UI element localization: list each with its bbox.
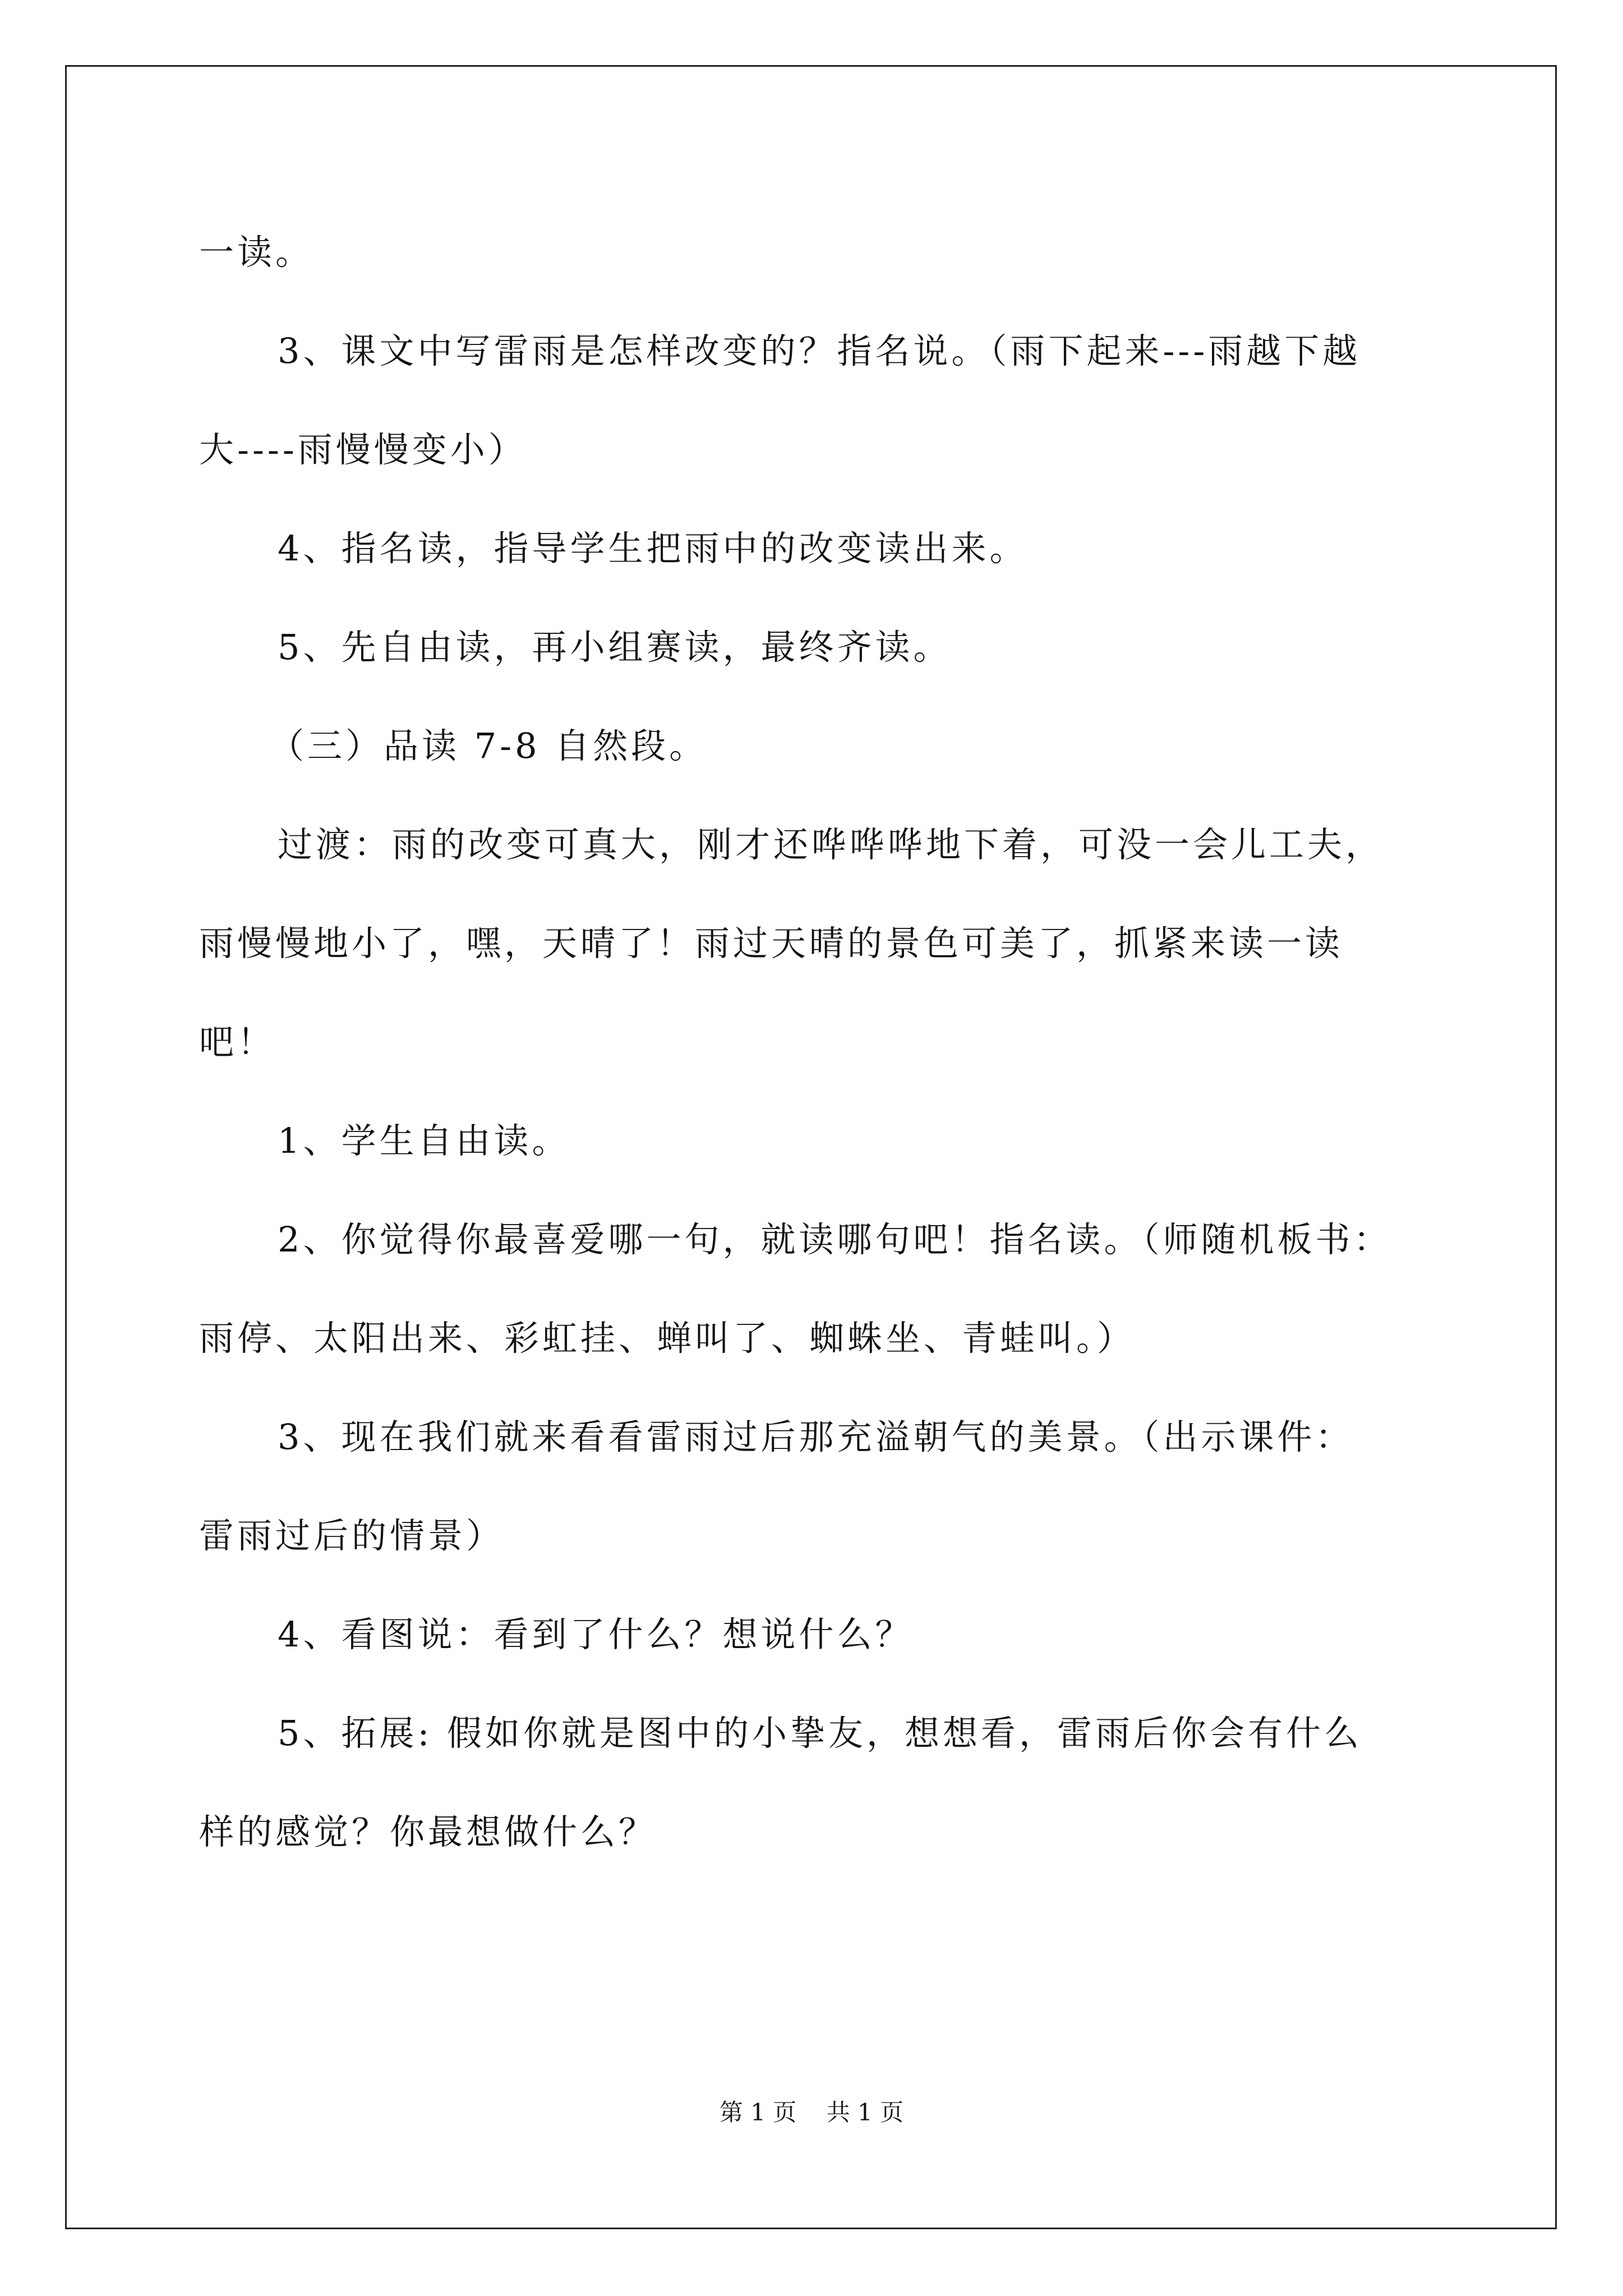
text-line-14: 雷雨过后的情景） <box>199 1515 505 1556</box>
text-line-16: 5、拓展: 假如你就是图中的小挚友，想想看，雷雨后你会有什么 <box>278 1713 1363 1754</box>
text-line-4: 4、指名读，指导学生把雨中的改变读出来。 <box>278 528 1028 569</box>
text-line-3: 大----雨慢慢变小） <box>199 429 527 470</box>
text-line-11: 2、你觉得你最喜爱哪一句，就读哪句吧！指名读。（师随机板书： <box>278 1219 1392 1260</box>
text-line-12: 雨停、太阳出来、彩虹挂、蝉叫了、蜘蛛坐、青蛙叫。） <box>199 1318 1136 1359</box>
section-heading: （三）品读 7-8 自然段。 <box>269 725 708 766</box>
page-footer: 第 1 页 共 1 页 <box>719 2099 904 2126</box>
text-line-5: 5、先自由读，再小组赛读，最终齐读。 <box>278 627 952 668</box>
text-line-8: 雨慢慢地小了，嘿，天晴了！雨过天晴的景色可美了，抓紧来读一读 <box>199 923 1344 964</box>
text-line-13: 3、现在我们就来看看雷雨过后那充溢朝气的美景。（出示课件： <box>278 1416 1354 1457</box>
text-line-17: 样的感觉？你最想做什么？ <box>199 1811 657 1852</box>
text-line-2: 3、课文中写雷雨是怎样改变的？指名说。（雨下起来---雨越下越 <box>278 330 1361 371</box>
text-line-10: 1、学生自由读。 <box>278 1120 570 1161</box>
text-line-15: 4、看图说：看到了什么？想说什么？ <box>278 1614 914 1655</box>
text-line-7: 过渡：雨的改变可真大，刚才还哗哗哗地下着，可没一会儿工夫， <box>278 824 1384 865</box>
text-line-9: 吧！ <box>199 1022 276 1062</box>
text-line-1: 一读。 <box>199 232 314 273</box>
